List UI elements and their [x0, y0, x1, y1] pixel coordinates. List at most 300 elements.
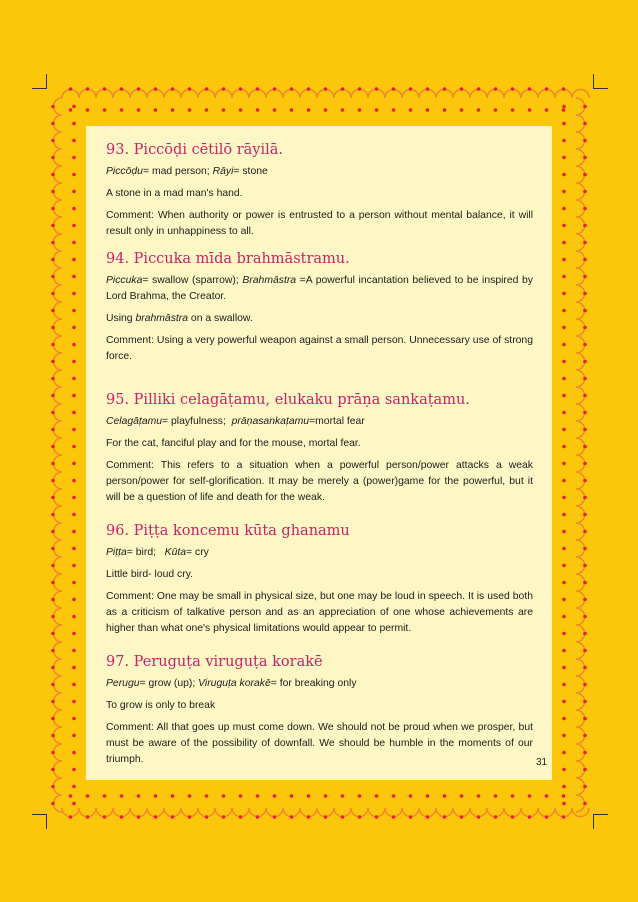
border-dot	[583, 581, 587, 585]
border-dot	[51, 734, 55, 738]
border-dot	[528, 815, 532, 819]
border-dot	[120, 794, 124, 798]
border-dot	[562, 224, 566, 228]
border-dot	[583, 207, 587, 211]
translation	[106, 311, 533, 327]
border-dot	[511, 108, 515, 112]
border-dot	[460, 794, 464, 798]
border-dot	[222, 815, 226, 819]
border-dot	[86, 794, 90, 798]
proverb-heading: 96. Piṭṭa koncemu kūta ghanamu	[106, 523, 350, 539]
border-dot	[188, 87, 192, 91]
border-dot	[239, 108, 243, 112]
border-dot	[51, 479, 55, 483]
border-dot	[51, 598, 55, 602]
border-dot	[426, 794, 430, 798]
comment: Comment: This refers to a situation when a powerful person/power attacks a weak person/power for self-glorification. It may be merely a (power)game for the powerful, but it will be a question of life and death for the weak.	[106, 460, 533, 503]
border-dot	[528, 108, 532, 112]
border-dot	[562, 207, 566, 211]
border-dot	[72, 785, 76, 789]
border-dot	[72, 394, 76, 398]
border-dot	[120, 815, 124, 819]
glossary-meaning: grow (up);	[148, 678, 196, 689]
border-dot	[477, 794, 481, 798]
border-dot	[341, 794, 345, 798]
translation: To grow is only to break	[106, 700, 216, 711]
border-dot	[583, 479, 587, 483]
border-dot	[69, 794, 73, 798]
border-dot	[583, 241, 587, 245]
border-dot	[72, 496, 76, 500]
border-dot	[562, 547, 566, 551]
border-dot	[72, 598, 76, 602]
border-dot	[51, 122, 55, 126]
border-dot	[562, 768, 566, 772]
border-dot	[51, 360, 55, 364]
border-dot	[583, 734, 587, 738]
border-dot	[72, 156, 76, 160]
border-dot	[324, 815, 328, 819]
glossary-meaning: stone	[242, 166, 268, 177]
border-dot	[511, 815, 515, 819]
border-dot	[583, 785, 587, 789]
glossary-line: Piṭṭa= bird; Kūta= cry	[106, 547, 209, 558]
border-dot	[273, 794, 277, 798]
border-dot	[290, 108, 294, 112]
border-dot	[51, 666, 55, 670]
border-dot	[494, 794, 498, 798]
border-dot	[392, 794, 396, 798]
border-dot	[583, 326, 587, 330]
border-dot	[72, 343, 76, 347]
border-dot	[426, 87, 430, 91]
border-dot	[72, 513, 76, 517]
border-dot	[72, 122, 76, 126]
border-dot	[171, 794, 175, 798]
border-dot	[72, 411, 76, 415]
border-dot	[222, 794, 226, 798]
glossary-line: Piccōḍu= mad person; Rāyi= stone	[106, 166, 268, 177]
border-dot	[72, 139, 76, 143]
glossary-term: Celagāṭamu	[106, 416, 163, 427]
border-dot	[583, 360, 587, 364]
border-dot	[583, 632, 587, 636]
border-dot	[562, 428, 566, 432]
border-dot	[86, 87, 90, 91]
border-dot	[583, 411, 587, 415]
border-dot	[51, 445, 55, 449]
border-dot	[103, 815, 107, 819]
border-dot	[256, 108, 260, 112]
comment: Comment: When authority or power is entrusted to a person without mental balance, it will result only in unhappiness to all.	[106, 210, 533, 237]
border-dot	[562, 717, 566, 721]
glossary-meaning: A powerful incantation believed to be inspired by Lord Brahma, the Creator.	[106, 275, 534, 302]
border-dot	[562, 258, 566, 262]
border-dot	[528, 794, 532, 798]
border-dot	[341, 87, 345, 91]
border-dot	[341, 108, 345, 112]
border-dot	[72, 258, 76, 262]
border-dot	[583, 717, 587, 721]
border-dot	[51, 462, 55, 466]
border-dot	[72, 445, 76, 449]
glossary-term: Viruguṭa korakē	[198, 678, 271, 689]
border-dot	[51, 428, 55, 432]
border-dot	[545, 87, 549, 91]
border-dot	[409, 815, 413, 819]
border-dot	[562, 734, 566, 738]
border-dot	[583, 156, 587, 160]
border-dot	[51, 377, 55, 381]
border-dot	[72, 666, 76, 670]
border-dot	[154, 108, 158, 112]
proverb-heading: 94. Piccuka mīda brahmāstramu.	[106, 251, 350, 267]
border-dot	[583, 683, 587, 687]
border-dot	[545, 815, 549, 819]
border-dot	[307, 108, 311, 112]
border-dot	[307, 794, 311, 798]
border-dot	[460, 108, 464, 112]
border-dot	[562, 785, 566, 789]
border-dot	[409, 87, 413, 91]
border-dot	[562, 632, 566, 636]
border-dot	[528, 87, 532, 91]
translation: A stone in a mad man's hand.	[106, 188, 243, 199]
glossary-meaning: bird;	[135, 547, 156, 558]
border-dot	[72, 241, 76, 245]
glossary-term: Kūta	[164, 547, 187, 558]
border-dot	[51, 139, 55, 143]
border-dot	[583, 666, 587, 670]
border-dot	[562, 139, 566, 143]
border-dot	[562, 241, 566, 245]
glossary-meaning: for breaking only	[279, 678, 357, 689]
border-dot	[545, 794, 549, 798]
border-dot	[562, 683, 566, 687]
proverb-96	[106, 522, 533, 637]
border-dot	[72, 717, 76, 721]
glossary-term: Piṭṭa	[106, 547, 127, 558]
border-dot	[290, 815, 294, 819]
proverb-94	[106, 250, 533, 365]
border-dot	[72, 224, 76, 228]
border-dot	[583, 173, 587, 177]
border-dot	[562, 666, 566, 670]
proverb-95	[106, 391, 533, 506]
border-dot	[205, 108, 209, 112]
border-dot	[72, 768, 76, 772]
border-dot	[583, 751, 587, 755]
border-dot	[137, 815, 141, 819]
border-dot	[583, 139, 587, 143]
border-dot	[409, 794, 413, 798]
border-dot	[72, 479, 76, 483]
border-dot	[307, 815, 311, 819]
border-dot	[494, 108, 498, 112]
proverb-list	[106, 141, 533, 778]
border-dot	[583, 802, 587, 806]
border-dot	[562, 649, 566, 653]
border-dot	[583, 275, 587, 279]
border-dot	[72, 649, 76, 653]
border-dot	[222, 108, 226, 112]
border-dot	[273, 815, 277, 819]
proverb-93	[106, 141, 533, 240]
border-dot	[562, 581, 566, 585]
border-dot	[51, 632, 55, 636]
border-dot	[562, 496, 566, 500]
border-dot	[51, 190, 55, 194]
border-dot	[72, 173, 76, 177]
glossary-meaning: mortal fear	[315, 416, 365, 427]
glossary-term: Rāyi	[212, 166, 234, 177]
border-dot	[51, 513, 55, 517]
border-dot	[562, 598, 566, 602]
glossary-line: Perugu= grow (up); Viruguṭa korakē= for breaking only	[106, 678, 357, 689]
border-dot	[583, 530, 587, 534]
border-dot	[51, 394, 55, 398]
border-dot	[72, 751, 76, 755]
proverb-heading: 95. Pilliki celagāṭamu, elukaku prāṇa sankaṭamu.	[106, 392, 470, 408]
border-dot	[324, 87, 328, 91]
border-dot	[562, 564, 566, 568]
border-dot	[583, 700, 587, 704]
border-dot	[205, 87, 209, 91]
border-dot	[477, 87, 481, 91]
border-dot	[494, 87, 498, 91]
border-dot	[324, 794, 328, 798]
border-dot	[358, 794, 362, 798]
translation: Little bird- loud cry.	[106, 569, 194, 580]
border-dot	[222, 87, 226, 91]
glossary-line: Celagāṭamu= playfulness; prāṇasankaṭamu=mortal fear	[106, 416, 365, 427]
border-dot	[562, 751, 566, 755]
border-dot	[562, 292, 566, 296]
border-dot	[583, 615, 587, 619]
border-dot	[72, 700, 76, 704]
border-dot	[51, 649, 55, 653]
border-dot	[562, 190, 566, 194]
proverb-heading: 97. Peruguṭa viruguṭa korakē	[106, 654, 323, 670]
border-dot	[69, 815, 73, 819]
border-dot	[443, 815, 447, 819]
border-dot	[51, 785, 55, 789]
border-dot	[72, 564, 76, 568]
comment: Comment: One may be small in physical size, but one may be loud in speech. It is used both as a criticism of talkative person and as an appreciation of one whose achievements are higher than what one's physical limitations would appear to permit.	[106, 591, 533, 634]
border-dot	[562, 87, 566, 91]
border-dot	[562, 394, 566, 398]
border-dot	[51, 496, 55, 500]
glossary-term: Brahmāstra	[242, 275, 297, 286]
page-number: 31	[536, 757, 548, 768]
border-dot	[273, 108, 277, 112]
border-dot	[562, 479, 566, 483]
border-dot	[72, 190, 76, 194]
border-dot	[562, 309, 566, 313]
border-dot	[460, 815, 464, 819]
translation-term: brahmāstra	[135, 313, 189, 324]
border-dot	[562, 700, 566, 704]
border-dot	[72, 309, 76, 313]
border-dot	[72, 207, 76, 211]
glossary-term: Piccōḍu	[106, 166, 143, 177]
border-dot	[72, 462, 76, 466]
border-dot	[72, 292, 76, 296]
border-dot	[375, 815, 379, 819]
border-dot	[358, 815, 362, 819]
border-dot	[137, 794, 141, 798]
border-dot	[583, 768, 587, 772]
border-dot	[358, 108, 362, 112]
border-dot	[583, 377, 587, 381]
proverb-heading: 93. Piccōḍi cētilō rāyilā.	[106, 142, 284, 158]
border-dot	[392, 815, 396, 819]
glossary-meaning: mad person;	[151, 166, 210, 177]
border-dot	[69, 87, 73, 91]
border-dot	[583, 598, 587, 602]
border-dot	[188, 815, 192, 819]
border-dot	[239, 794, 243, 798]
border-dot	[72, 683, 76, 687]
border-dot	[51, 615, 55, 619]
border-dot	[562, 275, 566, 279]
comment: Comment: All that goes up must come down. We should not be proud when we prosper, but must be aware of the possibility of downfall. We should be humble in the moments of our triumph.	[106, 722, 533, 765]
border-dot	[188, 108, 192, 112]
proverb-97	[106, 653, 533, 768]
border-dot	[562, 513, 566, 517]
border-dot	[72, 581, 76, 585]
border-dot	[583, 343, 587, 347]
border-dot	[443, 794, 447, 798]
border-dot	[51, 564, 55, 568]
border-dot	[392, 87, 396, 91]
border-dot	[562, 802, 566, 806]
border-dot	[72, 360, 76, 364]
border-dot	[460, 87, 464, 91]
border-dot	[256, 87, 260, 91]
border-dot	[443, 87, 447, 91]
border-dot	[545, 108, 549, 112]
border-dot	[51, 173, 55, 177]
border-dot	[51, 241, 55, 245]
border-dot	[205, 794, 209, 798]
border-dot	[239, 87, 243, 91]
border-dot	[358, 87, 362, 91]
border-dot	[392, 108, 396, 112]
border-dot	[494, 815, 498, 819]
border-dot	[51, 547, 55, 551]
glossary-term: prāṇasankaṭamu	[231, 416, 310, 427]
glossary-term: Perugu	[106, 678, 140, 689]
border-dot	[256, 794, 260, 798]
border-dot	[426, 815, 430, 819]
border-dot	[51, 275, 55, 279]
border-dot	[86, 108, 90, 112]
border-dot	[51, 581, 55, 585]
border-dot	[341, 815, 345, 819]
border-dot	[583, 462, 587, 466]
border-dot	[103, 108, 107, 112]
border-dot	[120, 108, 124, 112]
border-dot	[477, 815, 481, 819]
border-dot	[375, 87, 379, 91]
border-dot	[205, 815, 209, 819]
border-dot	[562, 360, 566, 364]
border-dot	[583, 547, 587, 551]
border-dot	[137, 108, 141, 112]
border-dot	[562, 815, 566, 819]
translation-suffix: on a swallow.	[190, 313, 253, 324]
border-dot	[86, 815, 90, 819]
border-dot	[583, 122, 587, 126]
border-dot	[562, 326, 566, 330]
border-dot	[51, 326, 55, 330]
border-dot	[51, 530, 55, 534]
border-dot	[290, 87, 294, 91]
border-dot	[72, 615, 76, 619]
border-dot	[51, 343, 55, 347]
border-dot	[511, 794, 515, 798]
border-dot	[583, 190, 587, 194]
border-dot	[72, 105, 76, 109]
border-dot	[72, 632, 76, 636]
border-dot	[72, 802, 76, 806]
border-dot	[51, 224, 55, 228]
translation: For the cat, fanciful play and for the mouse, mortal fear.	[106, 438, 361, 449]
glossary-meaning: swallow (sparrow);	[152, 275, 239, 286]
border-dot	[562, 108, 566, 112]
border-dot	[324, 108, 328, 112]
border-dot	[562, 173, 566, 177]
border-dot	[51, 717, 55, 721]
border-dot	[562, 105, 566, 109]
border-dot	[188, 794, 192, 798]
border-dot	[562, 122, 566, 126]
border-dot	[562, 377, 566, 381]
border-dot	[51, 207, 55, 211]
border-dot	[72, 428, 76, 432]
border-dot	[443, 108, 447, 112]
glossary-line: Piccuka= swallow (sparrow); Brahmāstra =A powerful incantation believed to be inspired by Lord Brahma, the Creator.	[106, 275, 534, 302]
border-dot	[72, 326, 76, 330]
border-dot	[154, 815, 158, 819]
border-dot	[51, 258, 55, 262]
comment: Comment: Using a very powerful weapon against a small person. Unnecessary use of strong force.	[106, 335, 533, 362]
border-dot	[511, 87, 515, 91]
border-dot	[51, 411, 55, 415]
border-dot	[72, 547, 76, 551]
border-dot	[51, 156, 55, 160]
border-dot	[562, 530, 566, 534]
border-dot	[51, 751, 55, 755]
border-dot	[171, 815, 175, 819]
border-dot	[69, 108, 73, 112]
border-dot	[375, 794, 379, 798]
border-dot	[583, 428, 587, 432]
border-dot	[72, 377, 76, 381]
glossary-meaning: cry	[195, 547, 209, 558]
border-dot	[103, 87, 107, 91]
border-dot	[583, 258, 587, 262]
border-dot	[562, 343, 566, 347]
border-dot	[103, 794, 107, 798]
border-dot	[583, 292, 587, 296]
border-dot	[562, 411, 566, 415]
border-dot	[51, 802, 55, 806]
border-dot	[375, 108, 379, 112]
glossary-meaning: playfulness;	[171, 416, 226, 427]
border-dot	[583, 309, 587, 313]
